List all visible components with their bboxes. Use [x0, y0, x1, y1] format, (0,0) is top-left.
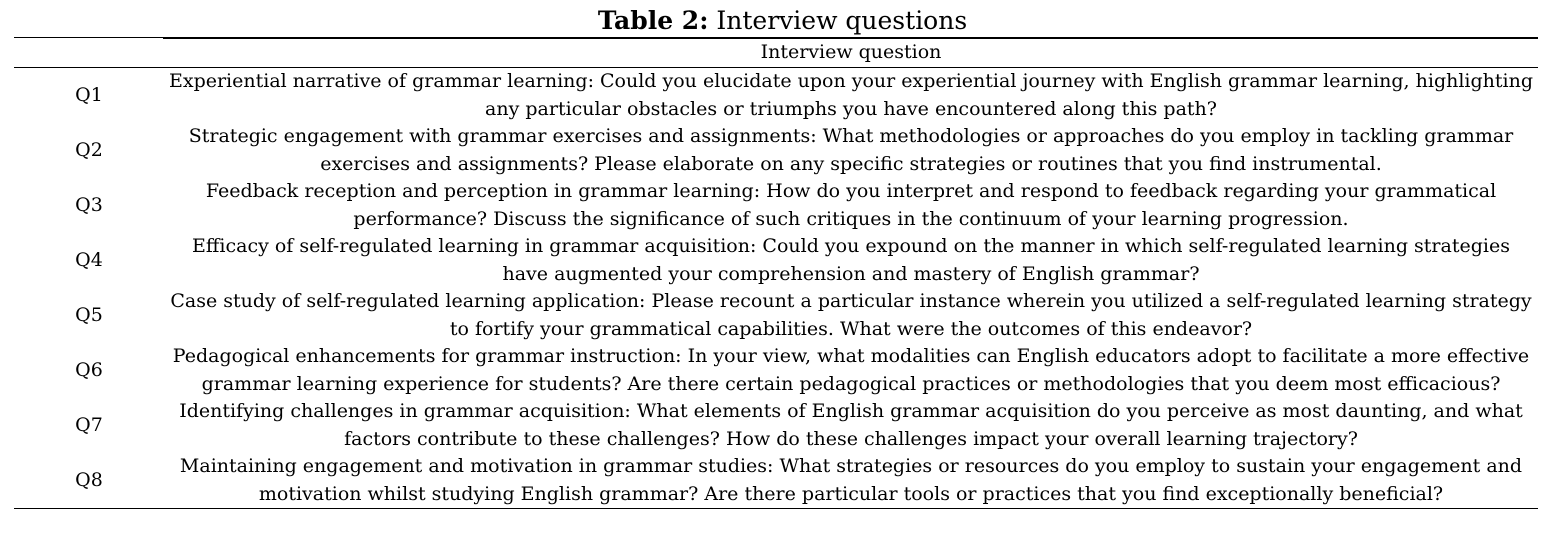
- table-header: [14, 38, 1538, 67]
- question-id: Q2: [75, 138, 103, 161]
- question-id: Q8: [75, 468, 103, 491]
- question-id: Q6: [75, 358, 103, 381]
- question-text: Maintaining engagement and motivation in grammar studies: What strategies or resources do you employ to sustain your engagement and motivation whilst studying English grammar? Are there particular tools or practices that you find exceptionally beneficial?: [179, 455, 1523, 505]
- question-id: Q3: [75, 193, 103, 216]
- question-text: Feedback reception and perception in grammar learning: How do you interpret and respond to feedback regarding your grammatical performance? Discuss the significance of such critiques in the continuum of your learning progression.: [205, 180, 1497, 230]
- question-id: Q7: [75, 413, 103, 436]
- caption-title: Interview questions: [708, 6, 968, 35]
- caption-label: Table 2:: [597, 6, 709, 35]
- table-row: [14, 453, 1538, 508]
- question-id: Q5: [75, 303, 103, 326]
- column-header-interview-question: Interview question: [760, 41, 942, 63]
- interview-table: [14, 37, 1538, 509]
- table-row: [14, 123, 1538, 178]
- question-id: Q4: [75, 248, 103, 271]
- question-text: Identifying challenges in grammar acquisition: What elements of English grammar acquisition do you perceive as most daunting, and what factors contribute to these challenges? How do these challenges impact your overall learning trajectory?: [179, 400, 1523, 450]
- question-text: Pedagogical enhancements for grammar instruction: In your view, what modalities can English educators adopt to facilitate a more effective grammar learning experience for students? Are there certain pedagogical practices or methodologies that you deem most efficacious?: [172, 345, 1530, 395]
- table-row: [14, 288, 1538, 343]
- table-row: [14, 398, 1538, 453]
- table-row: [14, 343, 1538, 398]
- question-text: Efficacy of self-regulated learning in grammar acquisition: Could you expound on the manner in which self-regulated learning strategies have augmented your comprehension and mastery of English grammar?: [192, 235, 1510, 285]
- table-row: [14, 68, 1538, 123]
- question-id: Q1: [75, 83, 103, 106]
- question-text: Experiential narrative of grammar learning: Could you elucidate upon your experiential journey with English grammar learning, highlighting any particular obstacles or triumphs you have encountered along this path?: [168, 70, 1534, 120]
- table-row: [14, 233, 1538, 288]
- header-top-rule: [163, 38, 1538, 39]
- table-caption: [0, 6, 1565, 36]
- table-row: [14, 178, 1538, 233]
- question-text: Case study of self-regulated learning application: Please recount a particular instance wherein you utilized a self-regulated learning strategy to fortify your grammatical capabilities. What were the outcomes of this endeavor?: [170, 290, 1532, 340]
- question-text: Strategic engagement with grammar exercises and assignments: What methodologies or approaches do you employ in tackling grammar exercises and assignments? Please elaborate on any specific strategies or routines that you find instrumental.: [188, 125, 1514, 175]
